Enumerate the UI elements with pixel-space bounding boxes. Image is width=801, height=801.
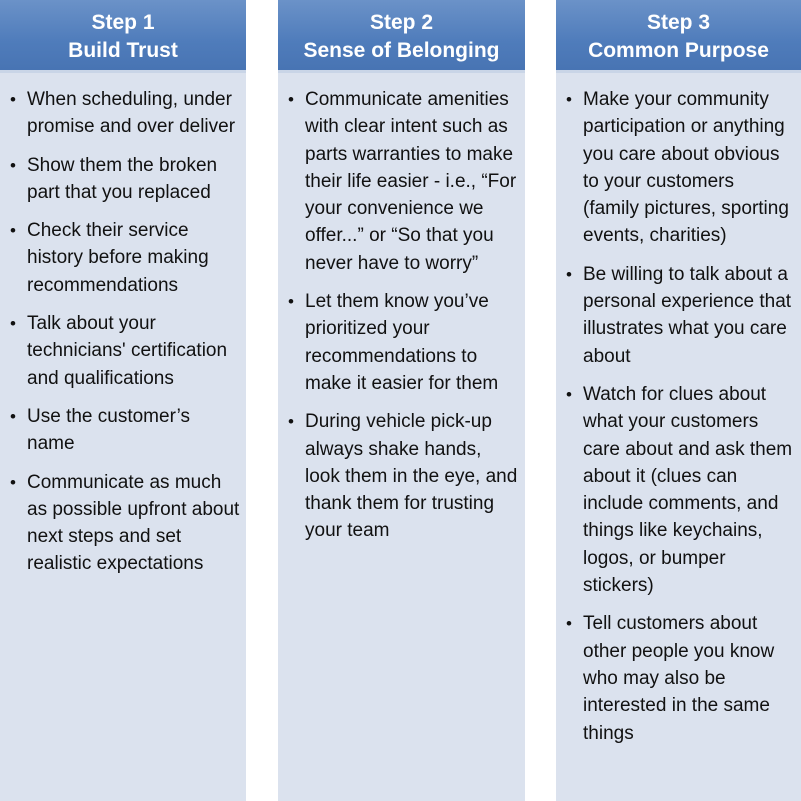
step-1-label: Step 1 (91, 11, 155, 34)
step-3-header (556, 0, 801, 73)
list-item (288, 288, 519, 397)
bullet-icon: • (10, 472, 16, 492)
bullet-icon: • (10, 90, 16, 109)
step-2-header (278, 0, 525, 73)
list-item-text: Be willing to talk about a personal experience that illustrates what you care about (583, 263, 792, 367)
list-item (10, 217, 240, 299)
step-2-title: Sense of Belonging (303, 39, 500, 62)
step-3-label: Step 3 (646, 11, 711, 34)
bullet-icon: • (566, 264, 572, 284)
bullet-icon: • (10, 314, 16, 334)
step-1-title: Build Trust (68, 39, 178, 62)
list-item (566, 261, 795, 370)
list-item-text: Communicate as much as possible upfront about next steps and set realistic expectations (27, 471, 240, 575)
bullet-icon: • (10, 221, 16, 241)
list-item (566, 381, 795, 599)
list-item (10, 152, 240, 207)
list-item-text: Show them the broken part that you replaced (27, 154, 218, 203)
bullet-icon: • (566, 384, 572, 404)
bullet-icon: • (566, 614, 572, 634)
bullet-icon: • (288, 292, 294, 312)
bullet-icon: • (288, 90, 294, 109)
list-item (566, 86, 795, 250)
step-3-column (556, 0, 801, 801)
step-2-label: Step 2 (369, 11, 434, 34)
list-item-text: Check their service history before making recommendations (27, 220, 209, 296)
step-3-title: Common Purpose (588, 39, 769, 62)
list-item-text: Tell customers about other people you know who may also be interested in the same things (583, 613, 775, 744)
list-item-text: Let them know you’ve prioritized your recommendations to make it easier for them (305, 291, 499, 394)
list-item (288, 408, 519, 544)
list-item-text: Make your community participation or anything you care about obvious to your customers (family pictures, sporting events, charities) (583, 89, 789, 247)
list-item (566, 610, 795, 746)
list-item-text: When scheduling, under promise and over deliver (27, 89, 236, 138)
bullet-icon: • (566, 90, 572, 109)
bullet-icon: • (10, 155, 16, 175)
list-item-text: Watch for clues about what your customers care about and ask them about it (clues can include comments, and things like keychains, logos, or bumper stickers) (583, 383, 793, 597)
bullet-icon: • (10, 406, 16, 426)
list-item (10, 310, 240, 392)
list-item (288, 86, 519, 277)
step-2-column (278, 0, 525, 801)
list-item (10, 403, 240, 458)
step-2-list (278, 73, 525, 545)
step-3-list (556, 73, 801, 747)
step-1-list (0, 73, 246, 578)
bullet-icon: • (288, 412, 294, 432)
step-1-header (0, 0, 246, 73)
list-item (10, 86, 240, 141)
list-item-text: During vehicle pick-up always shake hands, look them in the eye, and thank them for trusting your team (305, 411, 518, 542)
list-item-text: Talk about your technicians' certification and qualifications (27, 313, 228, 389)
step-1-column (0, 0, 246, 801)
list-item (10, 469, 240, 578)
list-item-text: Communicate amenities with clear intent such as parts warranties to make their life easier - i.e., “For your convenience we offer...” or “So that you never have to worry” (305, 89, 517, 274)
list-item-text: Use the customer’s name (27, 405, 190, 455)
